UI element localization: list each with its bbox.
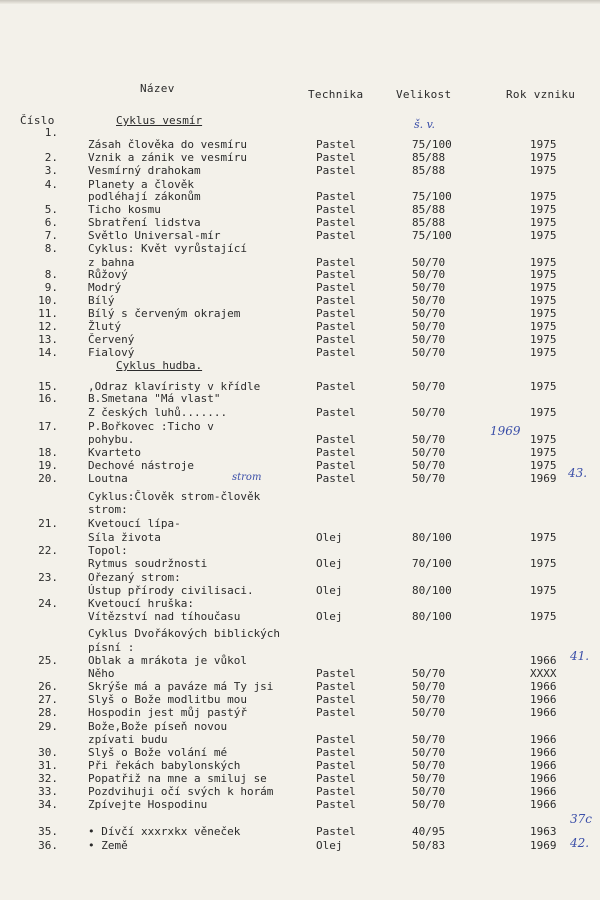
row-number: 3. xyxy=(44,164,58,177)
row-number: 6. xyxy=(44,216,58,229)
table-row xyxy=(0,517,600,530)
table-row xyxy=(0,812,600,825)
row-size: 80/100 xyxy=(412,531,452,544)
row-size: 85/88 xyxy=(412,164,446,177)
row-number: 20. xyxy=(38,472,58,485)
row-year: 1975 xyxy=(530,433,557,446)
row-technique: Pastel xyxy=(316,216,356,229)
row-title: Bože,Bože píseň novou xyxy=(88,720,228,733)
row-number: 34. xyxy=(38,798,58,811)
row-technique: Olej xyxy=(316,839,343,852)
table-row xyxy=(0,281,600,294)
header-technique: Technika xyxy=(308,88,364,101)
row-title: Cyklus Dvořákových biblických xyxy=(88,627,281,640)
row-title: Světlo Universal-mír xyxy=(88,229,221,242)
row-size: 50/70 xyxy=(412,433,446,446)
handwritten-strom: strom xyxy=(232,472,262,483)
row-size: 50/70 xyxy=(412,798,446,811)
row-title: Cyklus: Květ vyrůstající xyxy=(88,242,247,255)
row-number: 16. xyxy=(38,392,58,405)
row-title: Vesmírný drahokam xyxy=(88,164,201,177)
row-year: 1975 xyxy=(530,346,557,359)
row-number: 30. xyxy=(38,746,58,759)
row-title: • Dívčí xxxrxkx věneček xyxy=(88,825,241,838)
row-size: 50/70 xyxy=(412,772,446,785)
table-row xyxy=(0,571,600,584)
header-size: Velikost xyxy=(396,88,452,101)
row-number: 21. xyxy=(38,517,58,530)
row-size: 40/95 xyxy=(412,825,446,838)
row-title: Rytmus soudržnosti xyxy=(88,557,208,570)
row-number: 36. xyxy=(38,839,58,852)
row-title: • Země xyxy=(88,839,128,852)
table-row xyxy=(0,268,600,281)
table-row xyxy=(0,164,600,177)
row-title: písní : xyxy=(88,641,135,654)
table-row xyxy=(0,433,600,446)
row-number: 13. xyxy=(38,333,58,346)
row-year: 1975 xyxy=(530,610,557,623)
row-technique: Pastel xyxy=(316,459,356,472)
row-title: ,Odraz klavíristy v křídle xyxy=(88,380,261,393)
row-number: 4. xyxy=(44,178,58,191)
row-size: 50/70 xyxy=(412,472,446,485)
row-size: 50/70 xyxy=(412,281,446,294)
table-row xyxy=(0,746,600,759)
row-technique: Pastel xyxy=(316,307,356,320)
row-number: 8. xyxy=(44,242,58,255)
row-size: 50/70 xyxy=(412,346,446,359)
row-title: P.Bořkovec :Ticho v xyxy=(88,420,214,433)
table-row xyxy=(0,785,600,798)
row-number: 1. xyxy=(44,126,58,139)
row-year: 1966 xyxy=(530,772,557,785)
row-technique: Pastel xyxy=(316,294,356,307)
table-row xyxy=(0,472,600,485)
row-year: 1975 xyxy=(530,307,557,320)
row-title: Bílý s červeným okrajem xyxy=(88,307,241,320)
row-year: 1975 xyxy=(530,584,557,597)
table-row xyxy=(0,733,600,746)
row-year: 1975 xyxy=(530,281,557,294)
row-number: 9. xyxy=(44,281,58,294)
table-row xyxy=(0,138,600,151)
row-year: 1975 xyxy=(530,380,557,393)
table-row xyxy=(0,229,600,242)
row-technique: Pastel xyxy=(316,333,356,346)
table-row xyxy=(0,839,600,852)
row-number: 17. xyxy=(38,420,58,433)
row-number: 2. xyxy=(44,151,58,164)
row-title: Loutna xyxy=(88,472,128,485)
table-row xyxy=(0,459,600,472)
row-number: 25. xyxy=(38,654,58,667)
handwritten-note-25: 41. xyxy=(570,649,590,663)
row-title: Cyklus:Člověk strom-člověk xyxy=(88,490,261,503)
row-technique: Pastel xyxy=(316,433,356,446)
row-year: 1966 xyxy=(530,733,557,746)
row-year: 1963 xyxy=(530,825,557,838)
row-technique: Pastel xyxy=(316,229,356,242)
table-row xyxy=(0,825,600,838)
table-row xyxy=(0,333,600,346)
table-row xyxy=(0,654,600,667)
row-number: 10. xyxy=(38,294,58,307)
row-title: podléhají zákonům xyxy=(88,190,201,203)
row-number: 28. xyxy=(38,706,58,719)
row-year: 1975 xyxy=(530,268,557,281)
row-number: 32. xyxy=(38,772,58,785)
row-technique: Olej xyxy=(316,557,343,570)
row-number: 33. xyxy=(38,785,58,798)
table-row xyxy=(0,557,600,570)
row-title: Cyklus hudba. xyxy=(116,359,203,372)
row-title: Červený xyxy=(88,333,135,346)
row-title: zpívati budu xyxy=(88,733,168,746)
row-technique: Olej xyxy=(316,531,343,544)
row-size: 75/100 xyxy=(412,229,452,242)
table-row xyxy=(0,490,600,503)
row-title: Pozdvihuji očí svých k horám xyxy=(88,785,274,798)
row-size: 85/88 xyxy=(412,151,446,164)
row-year: 1975 xyxy=(530,216,557,229)
row-technique: Pastel xyxy=(316,706,356,719)
row-technique: Pastel xyxy=(316,346,356,359)
table-row xyxy=(0,544,600,557)
row-technique: Pastel xyxy=(316,693,356,706)
row-title: pohybu. xyxy=(88,433,135,446)
table-row xyxy=(0,307,600,320)
table-row xyxy=(0,294,600,307)
row-size: 50/70 xyxy=(412,268,446,281)
row-year: 1975 xyxy=(530,406,557,419)
row-title: Skrýše má a paváze má Ty jsi xyxy=(88,680,274,693)
row-title: Slyš o Bože volání mé xyxy=(88,746,228,759)
table-row xyxy=(0,759,600,772)
row-number: 29. xyxy=(38,720,58,733)
handwritten-note-20: 43. xyxy=(568,466,588,480)
row-technique: Pastel xyxy=(316,203,356,216)
row-year: 1975 xyxy=(530,151,557,164)
row-size: 50/70 xyxy=(412,256,446,269)
row-size: 50/70 xyxy=(412,785,446,798)
table-row xyxy=(0,151,600,164)
header-name: Název xyxy=(140,82,175,95)
row-size: 50/70 xyxy=(412,706,446,719)
page-top-edge xyxy=(0,0,600,4)
row-title: Kvarteto xyxy=(88,446,141,459)
row-title: Bílý xyxy=(88,294,115,307)
row-title: Vznik a zánik ve vesmíru xyxy=(88,151,247,164)
row-title: B.Smetana "Má vlast" xyxy=(88,392,221,405)
row-title: Planety a člověk xyxy=(88,178,194,191)
row-size: 75/100 xyxy=(412,190,452,203)
table-row xyxy=(0,203,600,216)
table-row xyxy=(0,772,600,785)
row-technique: Pastel xyxy=(316,446,356,459)
row-technique: Pastel xyxy=(316,667,356,680)
row-year: 1975 xyxy=(530,256,557,269)
row-size: 80/100 xyxy=(412,584,452,597)
table-row xyxy=(0,392,600,405)
row-technique: Pastel xyxy=(316,785,356,798)
row-technique: Pastel xyxy=(316,138,356,151)
row-title: Kvetoucí lípa- xyxy=(88,517,181,530)
table-row xyxy=(0,216,600,229)
table-row xyxy=(0,584,600,597)
row-title: Topol: xyxy=(88,544,128,557)
row-technique: Pastel xyxy=(316,256,356,269)
row-year: 1966 xyxy=(530,680,557,693)
row-title: Něho xyxy=(88,667,115,680)
handwritten-size-note: š. v. xyxy=(414,118,436,131)
table-row xyxy=(0,641,600,654)
row-title: Vítězství nad tíhoučasu xyxy=(88,610,241,623)
row-technique: Pastel xyxy=(316,759,356,772)
row-number: 22. xyxy=(38,544,58,557)
row-number: 24. xyxy=(38,597,58,610)
row-year: 1966 xyxy=(530,785,557,798)
row-title: Ořezaný strom: xyxy=(88,571,181,584)
row-year: 1975 xyxy=(530,531,557,544)
table-row xyxy=(0,531,600,544)
row-year: 1975 xyxy=(530,229,557,242)
row-number: 31. xyxy=(38,759,58,772)
row-technique: Pastel xyxy=(316,320,356,333)
row-year: 1966 xyxy=(530,746,557,759)
table-row xyxy=(0,420,600,433)
table-row xyxy=(0,503,600,516)
table-row xyxy=(0,597,600,610)
table-row xyxy=(0,798,600,811)
row-technique: Pastel xyxy=(316,268,356,281)
header-year: Rok vzniku xyxy=(506,88,576,101)
row-number: 12. xyxy=(38,320,58,333)
row-number: 27. xyxy=(38,693,58,706)
table-row xyxy=(0,693,600,706)
row-technique: Pastel xyxy=(316,680,356,693)
row-year: 1966 xyxy=(530,654,557,667)
row-title: Popatřiž na mne a smiluj se xyxy=(88,772,267,785)
row-number: 5. xyxy=(44,203,58,216)
row-year: 1975 xyxy=(530,459,557,472)
row-year: 1966 xyxy=(530,706,557,719)
row-year: 1966 xyxy=(530,798,557,811)
row-size: 50/70 xyxy=(412,733,446,746)
row-number: 15. xyxy=(38,380,58,393)
row-size: 50/70 xyxy=(412,380,446,393)
row-title: Fialový xyxy=(88,346,135,359)
table-row xyxy=(0,242,600,255)
row-year: XXXX xyxy=(530,667,557,680)
row-title: z bahna xyxy=(88,256,135,269)
row-year: 1975 xyxy=(530,320,557,333)
row-title: Ticho kosmu xyxy=(88,203,161,216)
row-number: 18. xyxy=(38,446,58,459)
row-size: 50/70 xyxy=(412,680,446,693)
row-technique: Pastel xyxy=(316,733,356,746)
row-technique: Pastel xyxy=(316,746,356,759)
row-number: 8. xyxy=(44,268,58,281)
row-size: 50/70 xyxy=(412,320,446,333)
row-title: Sbratření lidstva xyxy=(88,216,201,229)
row-size: 50/70 xyxy=(412,307,446,320)
row-size: 50/83 xyxy=(412,839,446,852)
table-row xyxy=(0,446,600,459)
row-size: 85/88 xyxy=(412,203,446,216)
row-title: Žlutý xyxy=(88,320,122,333)
table-row xyxy=(0,346,600,359)
row-title: Zásah člověka do vesmíru xyxy=(88,138,247,151)
row-technique: Pastel xyxy=(316,472,356,485)
table-row xyxy=(0,720,600,733)
table-row xyxy=(0,320,600,333)
row-year: 1975 xyxy=(530,294,557,307)
table-row xyxy=(0,114,600,127)
row-technique: Pastel xyxy=(316,151,356,164)
row-technique: Olej xyxy=(316,584,343,597)
table-row xyxy=(0,706,600,719)
row-size: 50/70 xyxy=(412,294,446,307)
header-number: Číslo xyxy=(20,114,55,127)
row-year: 1975 xyxy=(530,138,557,151)
row-technique: Pastel xyxy=(316,281,356,294)
row-year: 1969 xyxy=(530,839,557,852)
row-technique: Pastel xyxy=(316,190,356,203)
row-size: 50/70 xyxy=(412,667,446,680)
row-year: 1975 xyxy=(530,333,557,346)
row-number: 23. xyxy=(38,571,58,584)
row-title: Ústup přírody civilisaci. xyxy=(88,584,254,597)
row-technique: Pastel xyxy=(316,772,356,785)
table-row xyxy=(0,190,600,203)
row-title: Hospodin jest můj pastýř xyxy=(88,706,247,719)
row-year: 1975 xyxy=(530,203,557,216)
row-year: 1969 xyxy=(530,472,557,485)
row-title: Zpívejte Hospodinu xyxy=(88,798,208,811)
table-row xyxy=(0,680,600,693)
row-size: 50/70 xyxy=(412,693,446,706)
table-row xyxy=(0,667,600,680)
row-year: 1975 xyxy=(530,446,557,459)
row-technique: Olej xyxy=(316,610,343,623)
row-number: 11. xyxy=(38,307,58,320)
row-size: 50/70 xyxy=(412,746,446,759)
row-title: Kvetoucí hruška: xyxy=(88,597,194,610)
table-row xyxy=(0,406,600,419)
row-size: 50/70 xyxy=(412,759,446,772)
row-size: 75/100 xyxy=(412,138,452,151)
row-title: Modrý xyxy=(88,281,122,294)
row-title: Při řekách babylonských xyxy=(88,759,241,772)
row-year: 1966 xyxy=(530,759,557,772)
row-technique: Pastel xyxy=(316,825,356,838)
table-row xyxy=(0,359,600,372)
row-size: 50/70 xyxy=(412,459,446,472)
row-year: 1966 xyxy=(530,693,557,706)
row-size: 50/70 xyxy=(412,406,446,419)
row-title: Z českých luhů....... xyxy=(88,406,228,419)
row-number: 35. xyxy=(38,825,58,838)
row-technique: Pastel xyxy=(316,406,356,419)
row-title: Cyklus vesmír xyxy=(116,114,203,127)
row-year: 1975 xyxy=(530,164,557,177)
row-title: Oblak a mrákota je vůkol xyxy=(88,654,247,667)
row-size: 85/88 xyxy=(412,216,446,229)
handwritten-note-35: 37c xyxy=(570,812,592,826)
row-technique: Pastel xyxy=(316,164,356,177)
row-technique: Pastel xyxy=(316,380,356,393)
row-number: 7. xyxy=(44,229,58,242)
row-number: 14. xyxy=(38,346,58,359)
handwritten-year-17: 1969 xyxy=(490,424,521,438)
row-size: 50/70 xyxy=(412,333,446,346)
row-title: Slyš o Bože modlitbu mou xyxy=(88,693,247,706)
row-size: 70/100 xyxy=(412,557,452,570)
row-technique: Pastel xyxy=(316,798,356,811)
row-year: 1975 xyxy=(530,190,557,203)
handwritten-note-36: 42. xyxy=(570,836,590,850)
row-title: strom: xyxy=(88,503,128,516)
row-title: Dechové nástroje xyxy=(88,459,194,472)
row-title: Růžový xyxy=(88,268,128,281)
row-size: 80/100 xyxy=(412,610,452,623)
row-year: 1975 xyxy=(530,557,557,570)
row-number: 26. xyxy=(38,680,58,693)
row-size: 50/70 xyxy=(412,446,446,459)
table-row xyxy=(0,627,600,640)
row-number: 19. xyxy=(38,459,58,472)
row-title: Síla života xyxy=(88,531,161,544)
